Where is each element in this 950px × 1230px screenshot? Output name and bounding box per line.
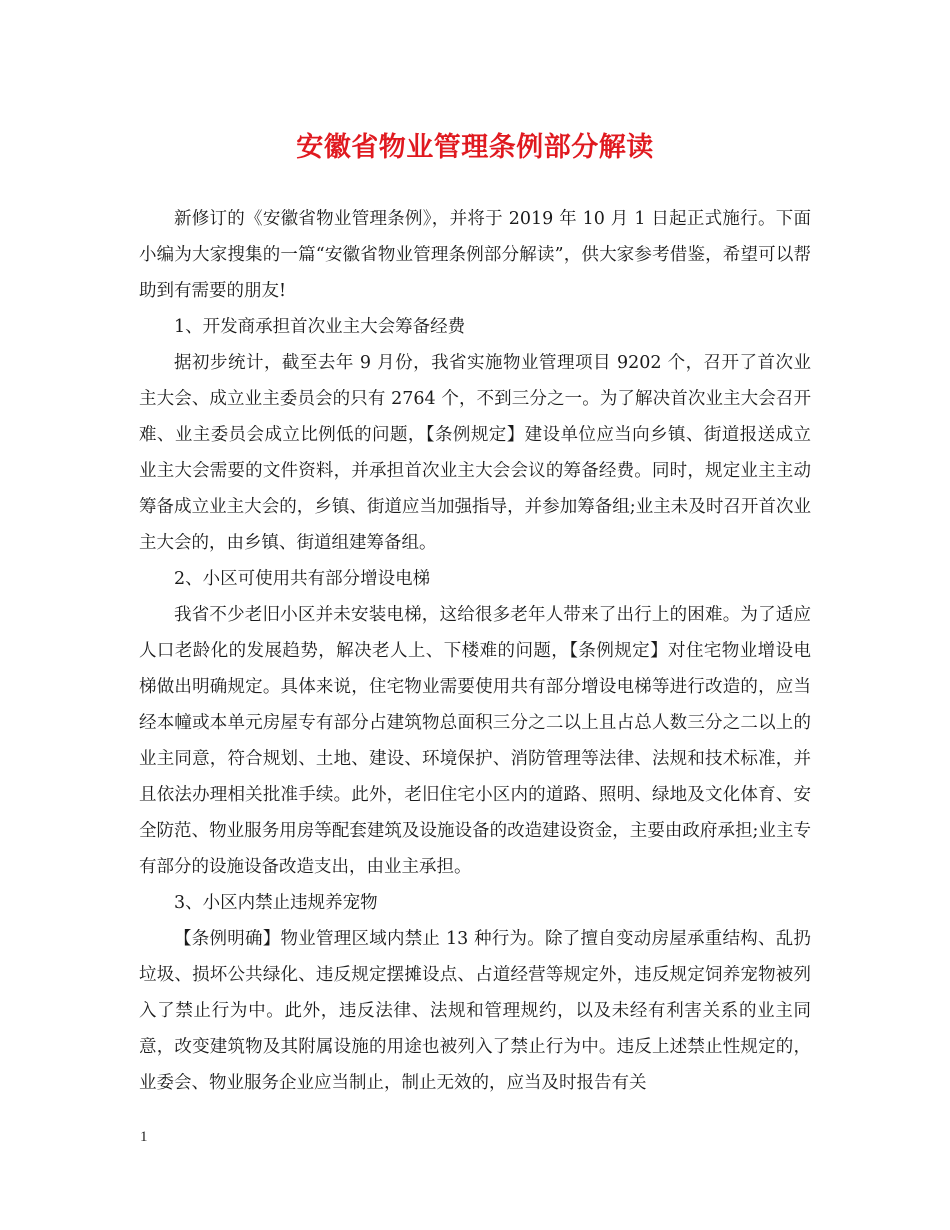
intro-paragraph: 新修订的《安徽省物业管理条例》，并将于 2019 年 10 月 1 日起正式施行。下面小编为大家搜集的一篇“安徽省物业管理条例部分解读”，供大家参考借鉴，希望可以帮助到有需要的朋友!	[139, 209, 811, 301]
section-paragraph-1: 据初步统计，截至去年 9 月份，我省实施物业管理项目 9202 个，召开了首次业主大会、成立业主委员会的只有 2764 个，不到三分之一。为了解决首次业主大会召开难、业主委员会成立比例低的问题，【条例规定】建设单位应当向乡镇、街道报送成立业主大会需要的文件资料，并承担首次业主大会会议的筹备经费。同时，规定业主主动筹备成立业主大会的，乡镇、街道应当加强指导，并参加筹备组;业主未及时召开首次业主大会的，由乡镇、街道组建筹备组。	[139, 353, 811, 553]
document-body	[139, 201, 811, 1101]
section-paragraph-3: 【条例明确】物业管理区域内禁止 13 种行为。除了擅自变动房屋承重结构、乱扔垃圾、损坏公共绿化、违反规定摆摊设点、占道经营等规定外，违反规定饲养宠物被列入了禁止行为中。此外，违反法律、法规和管理规约，以及未经有利害关系的业主同意，改变建筑物及其附属设施的用途也被列入了禁止行为中。违反上述禁止性规定的，业委会、物业服务企业应当制止，制止无效的，应当及时报告有关	[139, 929, 811, 1093]
page-number: 1	[140, 1129, 148, 1145]
document-title: 安徽省物业管理条例部分解读	[296, 132, 654, 163]
section-heading-1: 1、开发商承担首次业主大会筹备经费	[174, 317, 466, 337]
section-paragraph-2: 我省不少老旧小区并未安装电梯，这给很多老年人带来了出行上的困难。为了适应人口老龄化的发展趋势，解决老人上、下楼难的问题，【条例规定】对住宅物业增设电梯做出明确规定。具体来说，住宅物业需要使用共有部分增设电梯等进行改造的，应当经本幢或本单元房屋专有部分占建筑物总面积三分之二以上且占总人数三分之二以上的业主同意，符合规划、土地、建设、环境保护、消防管理等法律、法规和技术标准，并且依法办理相关批准手续。此外，老旧住宅小区内的道路、照明、绿地及文化体育、安全防范、物业服务用房等配套建筑及设施设备的改造建设资金，主要由政府承担;业主专有部分的设施设备改造支出，由业主承担。	[139, 605, 811, 877]
section-heading-2: 2、小区可使用共有部分增设电梯	[174, 569, 431, 589]
section-heading-3: 3、小区内禁止违规养宠物	[174, 893, 378, 913]
